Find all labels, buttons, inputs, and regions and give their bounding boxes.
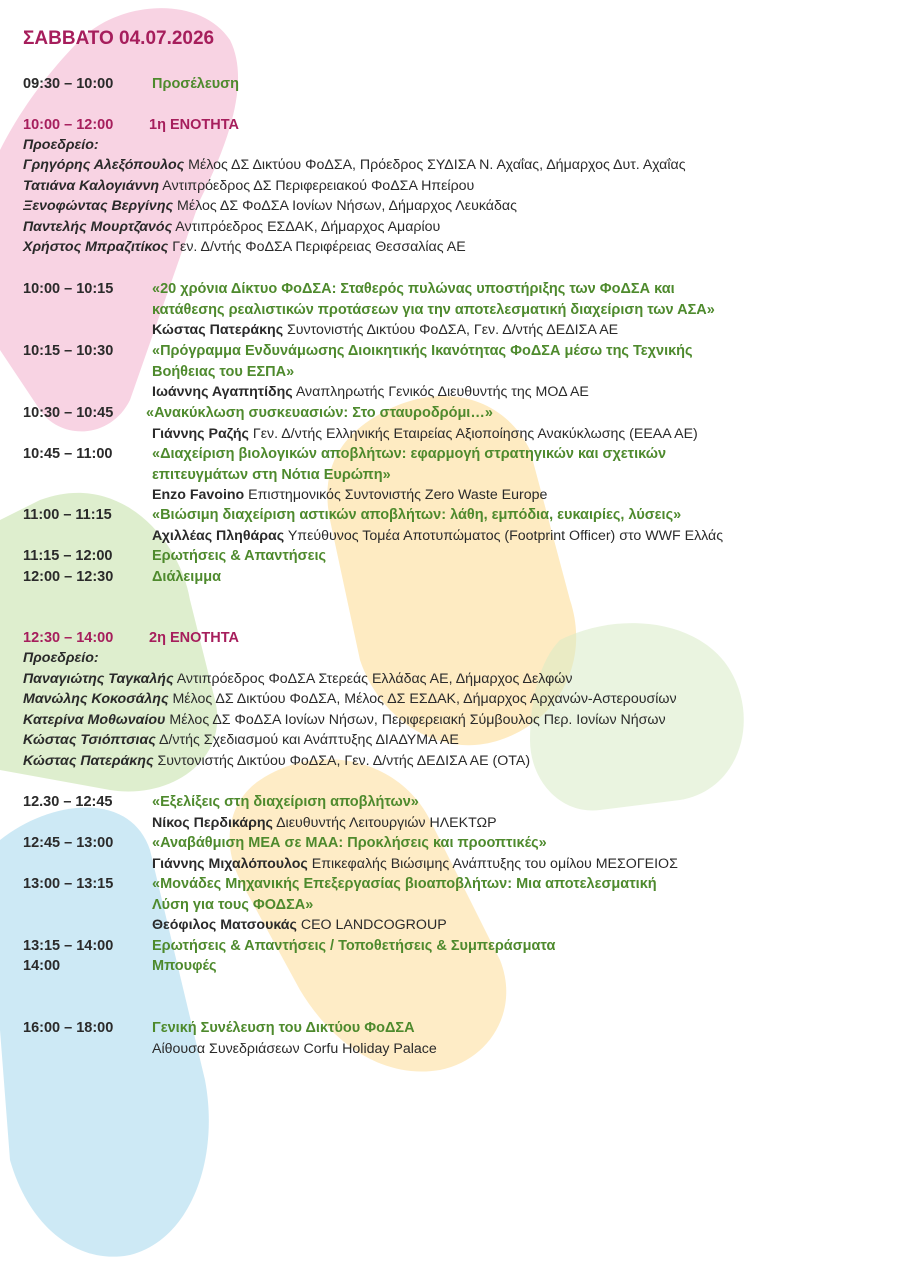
assembly-time: 16:00 – 18:00 [23,1020,114,1036]
talk-title: «Ανακύκλωση συσκευασιών: Στο σταυροδρόμι…» [146,405,493,421]
session2-chair: Κώστας Πατεράκης Συντονιστής Δικτύου ΦοΔΣΑ, Γεν. Δ/ντής ΔΕΔΙΣΑ ΑΕ (ΟΤΑ) [23,753,531,769]
assembly-venue: Αίθουσα Συνεδριάσεων Corfu Holiday Palace [152,1040,437,1057]
talk-time: 12.30 – 12:45 [23,794,113,810]
talk-title: «Διαχείριση βιολογικών αποβλήτων: εφαρμογή στρατηγικών και σχετικών [152,446,667,462]
session2-chair: Μανώλης Κοκοσάλης Μέλος ΔΣ Δικτύου ΦοΔΣΑ, Μέλος ΔΣ ΕΣΔΑΚ, Δήμαρχος Αρχανών-Αστερουσίων [23,691,677,707]
talk-time: 12:45 – 13:00 [23,835,114,851]
talk-speaker: Γιάννης Μιχαλόπουλος Επικεφαλής Βιώσιμης Ανάπτυξης του ομίλου ΜΕΣΟΓΕΙΟΣ [152,855,678,872]
session1-chair: Τατιάνα Καλογιάννη Αντιπρόεδρος ΔΣ Περιφερειακού ΦοΔΣΑ Ηπείρου [23,178,475,194]
talk-speaker: Ιωάννης Αγαπητίδης Αναπληρωτής Γενικός Διευθυντής της ΜΟΔ ΑΕ [152,384,589,400]
talk-speaker: Enzo Favoino Επιστημονικός Συντονιστής Zero Waste Europe [152,487,548,503]
session1-title: 1η ΕΝΟΤΗΤΑ [149,117,239,133]
session1-chair: Χρήστος Μπραζιτίκος Γεν. Δ/ντής ΦοΔΣΑ Περιφέρειας Θεσσαλίας ΑΕ [23,239,466,255]
break-title: Διάλειμμα [152,569,221,585]
talk-speaker: Κώστας Πατεράκης Συντονιστής Δικτύου ΦοΔΣΑ, Γεν. Δ/ντής ΔΕΔΙΣΑ ΑΕ [152,322,619,338]
talk-time: 13:00 – 13:15 [23,876,114,892]
talk-title: «Βιώσιμη διαχείριση αστικών αποβλήτων: λάθη, εμπόδια, ευκαιρίες, λύσεις» [152,507,682,523]
talk-title: «Πρόγραμμα Ενδυνάμωσης Διοικητικής Ικανότητας ΦοΔΣΑ μέσω της Τεχνικής [152,343,693,359]
arrival-time: 09:30 – 10:00 [23,76,114,92]
talk-speaker: Νίκος Περδικάρης Διευθυντής Λειτουργιών ΗΛΕΚΤΩΡ [152,814,497,831]
talk-title: «Εξελίξεις στη διαχείριση αποβλήτων» [152,794,419,810]
session1-time: 10:00 – 12:00 [23,117,114,133]
session2-presidium-label: Προεδρείο: [23,650,99,666]
session2-chair: Κατερίνα Μοθωναίου Μέλος ΔΣ ΦοΔΣΑ Ιονίων Νήσων, Περιφερειακή Σύμβουλος Περ. Ιονίων Νήσων [23,712,666,728]
session2-time: 12:30 – 14:00 [23,630,114,646]
arrival-title: Προσέλευση [152,76,239,92]
session2-title: 2η ΕΝΟΤΗΤΑ [149,630,239,646]
talk-time: 10:15 – 10:30 [23,343,114,359]
session1-presidium-label: Προεδρείο: [23,137,99,153]
session1-chair: Ξενοφώντας Βεργίνης Μέλος ΔΣ ΦοΔΣΑ Ιονίων Νήσων, Δήμαρχος Λευκάδας [23,198,517,214]
talk-time: 10:45 – 11:00 [23,446,113,462]
talk-title: Βοήθειας του ΕΣΠΑ» [152,363,295,380]
program-date: ΣΑΒΒΑΤΟ 04.07.2026 [23,28,215,49]
talk-title: Λύση για τους ΦΟΔΣΑ» [152,896,314,913]
talk-title: «Αναβάθμιση ΜΕΑ σε ΜΑΑ: Προκλήσεις και προοπτικές» [152,835,547,851]
qa-title: Ερωτήσεις & Απαντήσεις / Τοποθετήσεις & Συμπεράσματα [152,938,556,954]
assembly-title: Γενική Συνέλευση του Δικτύου ΦοΔΣΑ [152,1020,415,1036]
talk-speaker: Θεόφιλος Ματσουκάς CEO LANDCOGROUP [152,917,447,933]
buffet-time: 14:00 [23,958,61,974]
talk-title: κατάθεσης ρεαλιστικών προτάσεων για την αποτελεσματική διαχείριση των ΑΣΑ» [152,301,715,318]
qa-time: 11:15 – 12:00 [23,548,113,564]
talk-time: 10:30 – 10:45 [23,405,114,421]
talk-speaker: Αχιλλέας Πληθάρας Υπεύθυνος Τομέα Αποτυπώματος (Footprint Officer) στο WWF Ελλάς [152,527,724,544]
talk-speaker: Γιάννης Ραζής Γεν. Δ/ντής Ελληνικής Εταιρείας Αξιοποίησης Ανακύκλωσης (ΕΕΑΑ ΑΕ) [152,425,698,442]
talk-time: 11:00 – 11:15 [23,507,112,523]
qa-time: 13:15 – 14:00 [23,938,114,954]
talk-title: «20 χρόνια Δίκτυο ΦοΔΣΑ: Σταθερός πυλώνας υποστήριξης των ΦοΔΣΑ και [152,281,675,297]
session1-chair: Γρηγόρης Αλεξόπουλος Μέλος ΔΣ Δικτύου ΦοΔΣΑ, Πρόεδρος ΣΥΔΙΣΑ Ν. Αχαΐας, Δήμαρχος Δυτ. Αχαΐας [23,157,686,173]
qa-title: Ερωτήσεις & Απαντήσεις [152,548,327,564]
session1-chair: Παντελής Μουρτζανός Αντιπρόεδρος ΕΣΔΑΚ, Δήμαρχος Αμαρίου [23,219,441,235]
talk-time: 10:00 – 10:15 [23,281,114,297]
session2-chair: Κώστας Τσιόπτσιας Δ/ντής Σχεδιασμού και Ανάπτυξης ΔΙΑΔΥΜΑ ΑΕ [23,732,459,748]
break-time: 12:00 – 12:30 [23,569,114,585]
session2-chair: Παναγιώτης Ταγκαλής Αντιπρόεδρος ΦοΔΣΑ Στερεάς Ελλάδας ΑΕ, Δήμαρχος Δελφών [23,671,573,687]
buffet-title: Μπουφές [152,958,217,974]
talk-title: «Μονάδες Μηχανικής Επεξεργασίας βιοαποβλήτων: Μια αποτελεσματική [152,876,657,892]
talk-title: επιτευγμάτων στη Νότια Ευρώπη» [152,466,391,483]
